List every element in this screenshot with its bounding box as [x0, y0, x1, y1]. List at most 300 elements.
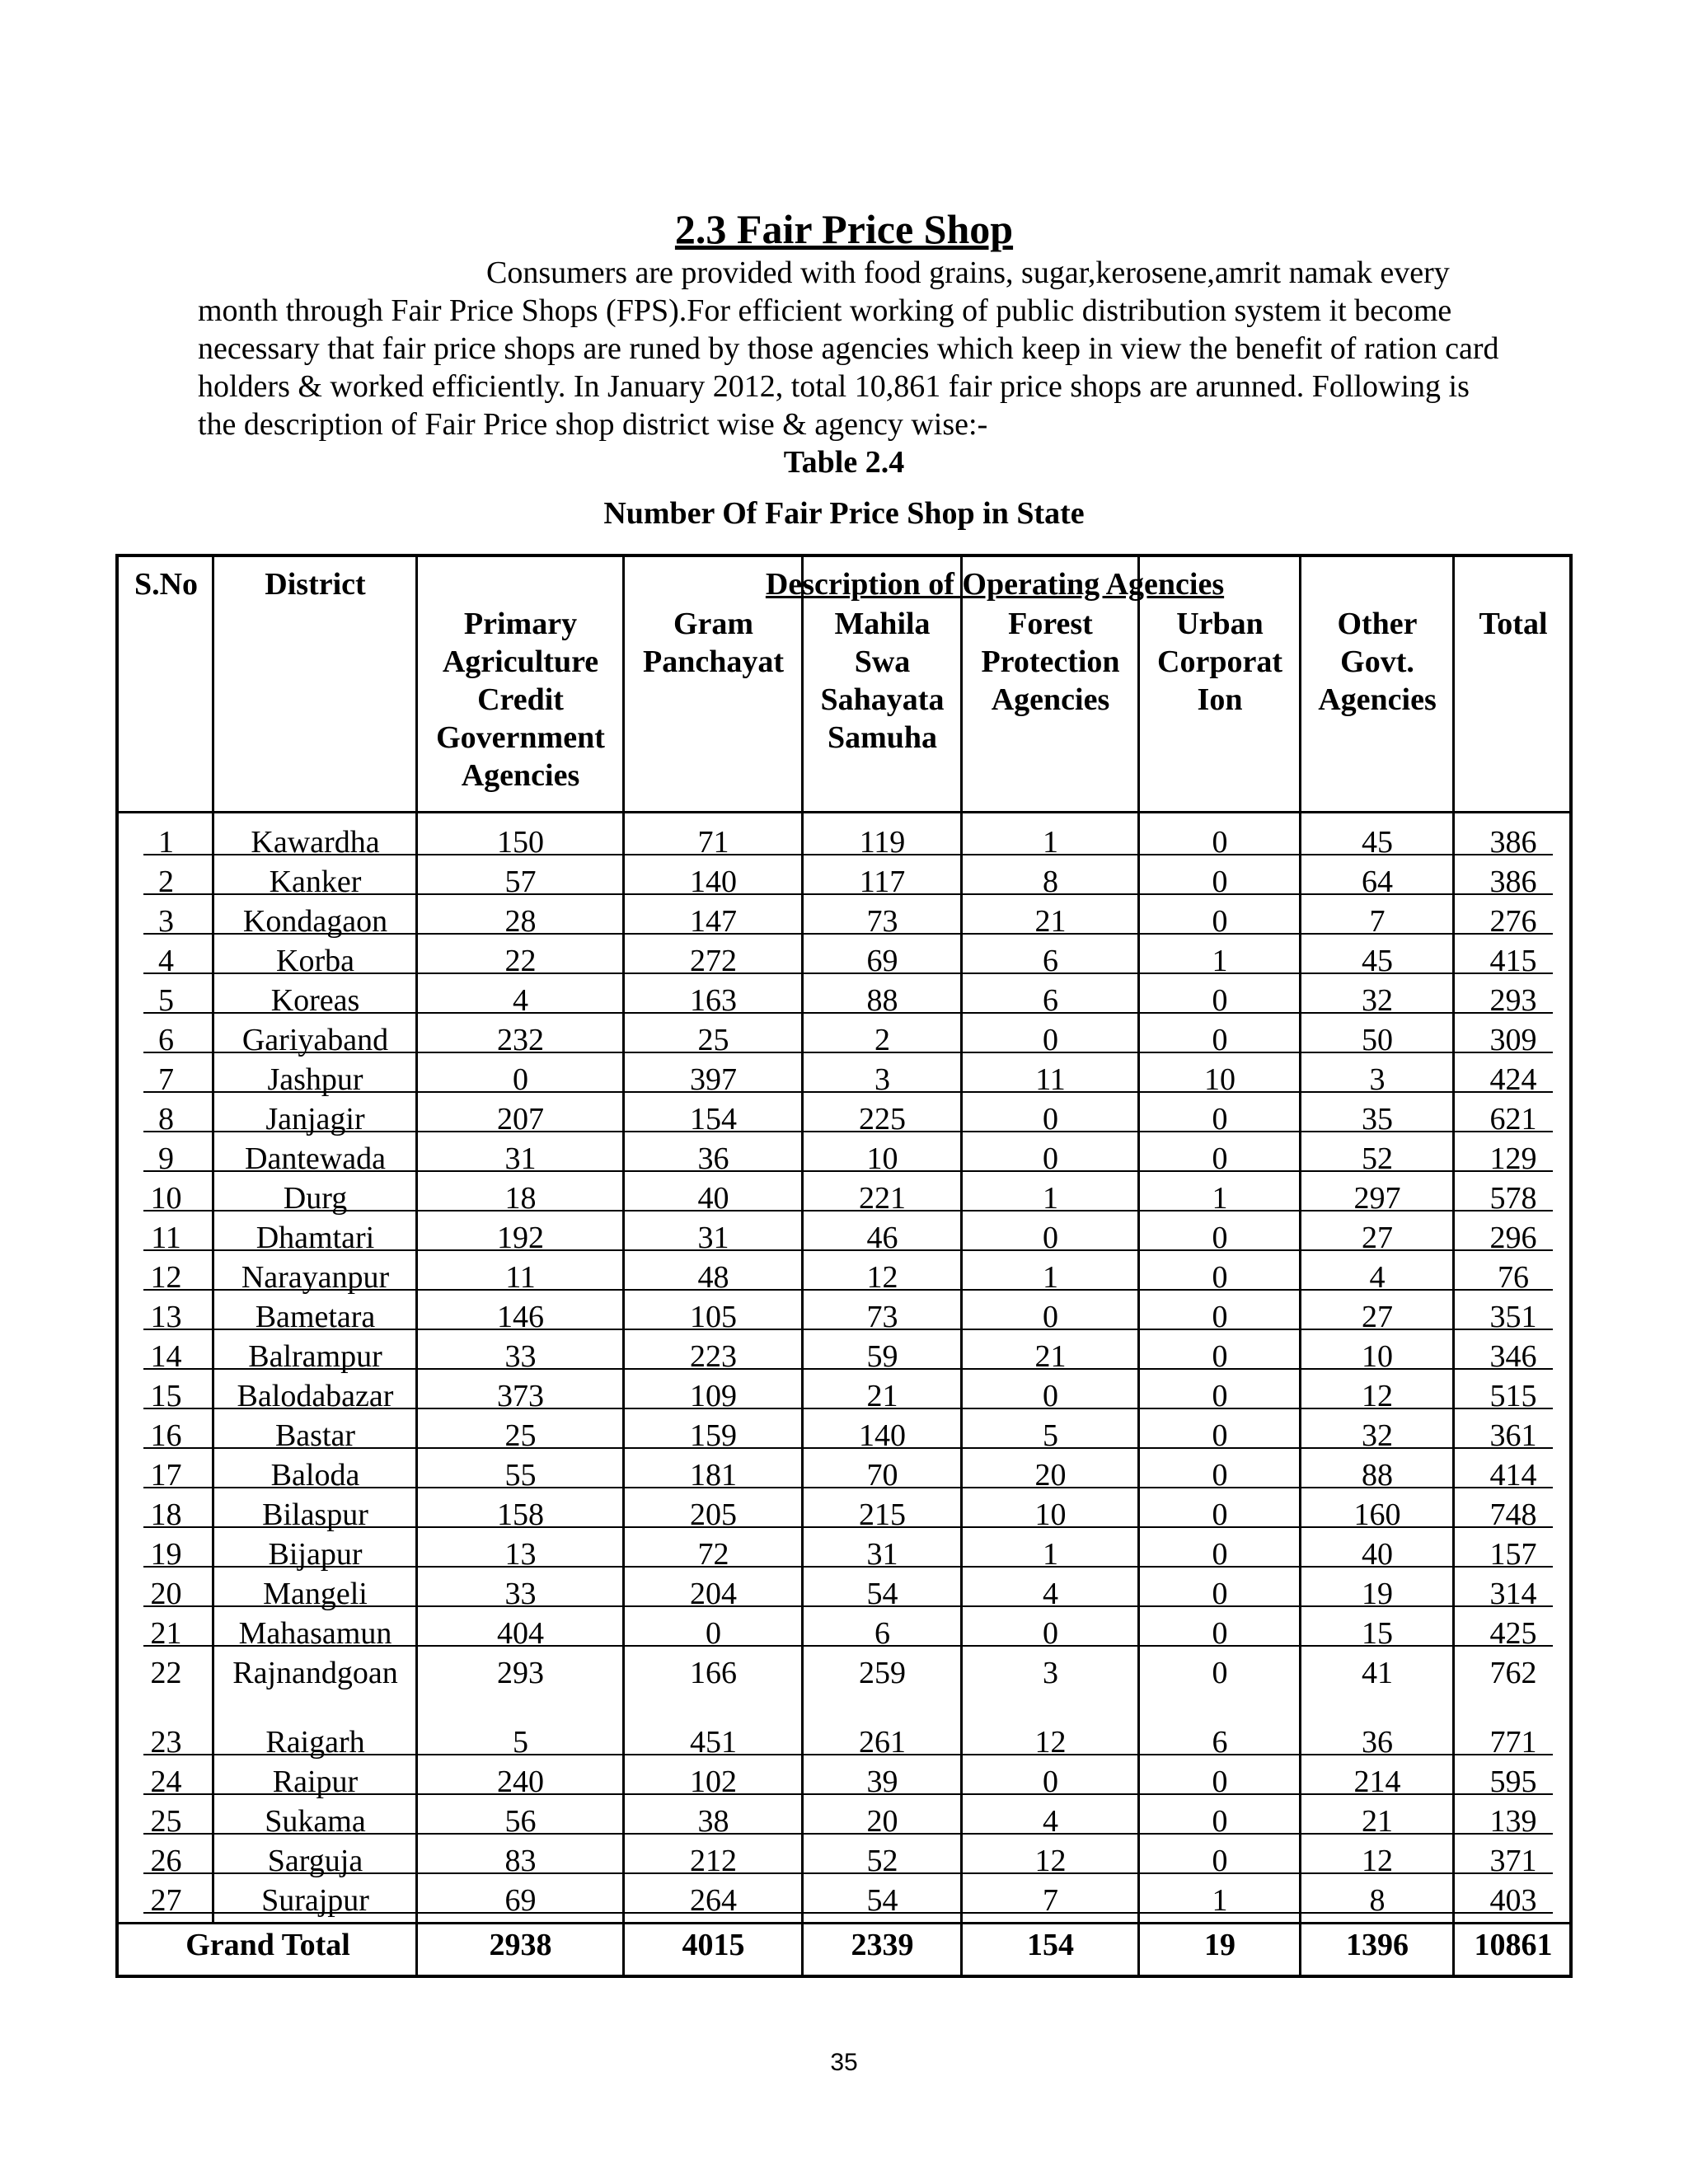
row-rule	[143, 1012, 1553, 1014]
table-cell: 21	[1034, 1339, 1067, 1374]
table-cell: 232	[497, 1023, 544, 1057]
table-cell: Bastar	[274, 1418, 356, 1453]
table-cell: 6	[874, 1616, 890, 1651]
table-cell: Baloda	[270, 1458, 360, 1493]
table-cell: 621	[1489, 1102, 1537, 1137]
table-cell: 140	[859, 1418, 906, 1453]
header-line: Sahayata	[820, 682, 945, 717]
header-gram-panchayat	[624, 605, 803, 681]
table-cell: 1	[1043, 825, 1058, 860]
table-cell: 27	[1362, 1300, 1393, 1334]
table-cell: 309	[1489, 1023, 1537, 1057]
table-cell: Bijapur	[268, 1537, 363, 1572]
table-cell: 1	[1043, 1181, 1058, 1216]
grand-total-value: 2339	[851, 1928, 914, 1962]
fair-price-shop-table	[115, 554, 1573, 1978]
table-cell: 5	[1043, 1418, 1058, 1453]
page-number: 35	[830, 2049, 858, 2076]
header-line: Agencies	[991, 682, 1110, 717]
header-line: Agencies	[461, 758, 580, 793]
table-cell: 19	[150, 1537, 182, 1572]
table-cell: 4	[1043, 1804, 1058, 1839]
table-cell: 150	[497, 825, 544, 860]
table-cell: 0	[1043, 1765, 1058, 1799]
table-cell: 386	[1489, 825, 1537, 860]
row-rule	[143, 1566, 1553, 1568]
header-line: Samuha	[827, 720, 938, 755]
table-cell: 578	[1489, 1181, 1537, 1216]
table-cell: 157	[1489, 1537, 1537, 1572]
table-cell: 160	[1353, 1497, 1401, 1532]
table-cell: 163	[690, 983, 737, 1018]
row-rule	[143, 1329, 1553, 1330]
table-cell: 276	[1489, 904, 1537, 939]
table-cell: 72	[697, 1537, 729, 1572]
table-cell: 52	[866, 1844, 898, 1878]
table-cell: Raigarh	[265, 1725, 365, 1760]
table-cell: 38	[697, 1804, 729, 1839]
table-cell: 23	[150, 1725, 182, 1760]
table-cell: 39	[866, 1765, 898, 1799]
row-rule	[143, 1368, 1553, 1370]
table-cell: 102	[690, 1765, 737, 1799]
table-cell: 1	[1043, 1260, 1058, 1295]
table-cell: 403	[1489, 1883, 1537, 1918]
table-cell: 88	[1362, 1458, 1393, 1493]
table-cell: 48	[697, 1260, 729, 1295]
header-line: Government	[436, 720, 605, 755]
table-cell: 0	[1043, 1379, 1058, 1413]
table-cell: Jashpur	[267, 1062, 363, 1097]
table-cell: 36	[697, 1141, 729, 1176]
table-cell: Surajpur	[261, 1883, 369, 1918]
table-cell: 0	[1212, 1379, 1228, 1413]
table-cell: 20	[150, 1577, 182, 1611]
table-cell: 5	[158, 983, 174, 1018]
grand-total-value: 2938	[489, 1928, 552, 1962]
table-cell: 10	[1204, 1062, 1236, 1097]
table-cell: 293	[497, 1656, 544, 1690]
header-line: Govt.	[1340, 644, 1414, 679]
table-cell: 0	[1212, 1300, 1228, 1334]
table-cell: 32	[1362, 983, 1393, 1018]
table-cell: 140	[690, 865, 737, 899]
row-rule	[143, 1605, 1553, 1607]
table-cell: 129	[1489, 1141, 1537, 1176]
table-cell: 4	[158, 944, 174, 978]
table-cell: 0	[1212, 1656, 1228, 1690]
table-cell: 33	[504, 1577, 537, 1611]
table-cell: 69	[504, 1883, 537, 1918]
table-cell: 371	[1489, 1844, 1537, 1878]
table-cell: 57	[504, 865, 537, 899]
row-rule	[143, 1131, 1553, 1132]
table-cell: 515	[1489, 1379, 1537, 1413]
header-other-govt	[1301, 605, 1454, 719]
header-line: Mahila	[834, 607, 931, 641]
table-cell: 6	[1212, 1725, 1228, 1760]
table-cell: 33	[504, 1339, 537, 1374]
table-cell: 119	[859, 825, 906, 860]
table-cell: 12	[1362, 1379, 1393, 1413]
table-cell: 11	[151, 1221, 181, 1255]
grand-total-value: 1396	[1346, 1928, 1409, 1962]
table-cell: 0	[706, 1616, 721, 1651]
table-cell: 11	[505, 1260, 536, 1295]
row-rule	[143, 1793, 1553, 1795]
table-cell: 40	[697, 1181, 729, 1216]
header-line: Agriculture	[442, 644, 599, 679]
table-cell: 12	[1034, 1844, 1067, 1878]
row-rule	[143, 1091, 1553, 1093]
table-cell: 386	[1489, 865, 1537, 899]
table-cell: 212	[690, 1844, 737, 1878]
table-cell: 272	[690, 944, 737, 978]
row-rule	[143, 1645, 1553, 1647]
row-rule	[143, 1912, 1553, 1914]
table-cell: Janjagir	[265, 1102, 365, 1137]
table-cell: Bametara	[255, 1300, 376, 1334]
table-cell: 22	[504, 944, 537, 978]
table-cell: 146	[497, 1300, 544, 1334]
table-cell: 351	[1489, 1300, 1537, 1334]
grand-total-value: 154	[1027, 1928, 1074, 1962]
table-cell: 10	[1034, 1497, 1067, 1532]
table-cell: 4	[513, 983, 528, 1018]
table-cell: 3	[874, 1062, 890, 1097]
table-cell: 21	[866, 1379, 898, 1413]
table-cell: 1	[1212, 1883, 1228, 1918]
header-line: Other	[1337, 607, 1418, 641]
table-cell: Korba	[276, 944, 354, 978]
table-cell: 71	[697, 825, 729, 860]
table-cell: 3	[1043, 1656, 1058, 1690]
table-cell: 214	[1353, 1765, 1401, 1799]
table-cell: 12	[1034, 1725, 1067, 1760]
table-cell: 13	[150, 1300, 182, 1334]
table-cell: 296	[1489, 1221, 1537, 1255]
table-cell: 1	[158, 825, 174, 860]
table-cell: 10	[150, 1181, 182, 1216]
table-number: Table 2.4	[783, 445, 905, 480]
table-cell: Dhamtari	[256, 1221, 375, 1255]
header-line: Protection	[981, 644, 1120, 679]
header-urban-corporation	[1139, 605, 1301, 719]
table-cell: 10	[866, 1141, 898, 1176]
table-cell: 17	[150, 1458, 182, 1493]
table-cell: 425	[1489, 1616, 1537, 1651]
table-cell: 13	[504, 1537, 537, 1572]
table-cell: 31	[697, 1221, 729, 1255]
table-cell: Koreas	[270, 983, 360, 1018]
table-cell: 26	[150, 1844, 182, 1878]
table-cell: Kanker	[269, 865, 362, 899]
table-cell: 748	[1489, 1497, 1537, 1532]
table-caption: Number Of Fair Price Shop in State	[603, 496, 1085, 531]
table-cell: 27	[1362, 1221, 1393, 1255]
row-rule	[143, 1487, 1553, 1488]
table-cell: Mangeli	[263, 1577, 368, 1611]
table-cell: 297	[1353, 1181, 1401, 1216]
row-rule	[143, 1754, 1553, 1755]
table-cell: 3	[158, 904, 174, 939]
table-cell: Sarguja	[267, 1844, 363, 1878]
table-cell: 45	[1362, 825, 1393, 860]
table-cell: 12	[1362, 1844, 1393, 1878]
table-cell: 25	[150, 1804, 182, 1839]
table-cell: 0	[1212, 1577, 1228, 1611]
table-cell: 25	[697, 1023, 729, 1057]
table-cell: 8	[158, 1102, 174, 1137]
table-cell: Raipur	[272, 1765, 359, 1799]
table-cell: 5	[513, 1725, 528, 1760]
grand-total-divider	[119, 1922, 1569, 1924]
grand-total-value: 10861	[1474, 1928, 1553, 1962]
header-divider	[119, 811, 1569, 813]
header-line: Ion	[1197, 682, 1243, 717]
table-cell: 0	[1043, 1221, 1058, 1255]
table-cell: 18	[504, 1181, 537, 1216]
row-rule	[143, 1526, 1553, 1528]
table-cell: 0	[513, 1062, 528, 1097]
header-mahila-swa	[803, 605, 962, 757]
table-cell: 21	[1034, 904, 1067, 939]
table-cell: 361	[1489, 1418, 1537, 1453]
table-cell: 424	[1489, 1062, 1537, 1097]
table-cell: 12	[866, 1260, 898, 1295]
table-cell: 2	[158, 865, 174, 899]
table-cell: 109	[690, 1379, 737, 1413]
table-cell: 8	[1369, 1883, 1386, 1918]
table-cell: 414	[1489, 1458, 1537, 1493]
intro-paragraph: Consumers are provided with food grains, sugar,kerosene,amrit namak every month through Fair Price Shops (FPS).For efficient working of public distribution system it become necessary that fair price shops are runed by those agencies which keep in view the benefit of ration card holders & worked efficiently. In January 2012, total 10,861 fair price shops are arunned. Following is the description of Fair Price shop district wise & agency wise:-	[198, 255, 1499, 442]
table-cell: 32	[1362, 1418, 1393, 1453]
table-cell: 261	[859, 1725, 906, 1760]
row-rule	[143, 1408, 1553, 1409]
table-cell: 6	[1043, 944, 1058, 978]
header-forest-protection	[962, 605, 1139, 719]
table-cell: 56	[504, 1804, 537, 1839]
table-cell: 88	[866, 983, 898, 1018]
table-cell: 0	[1212, 1537, 1228, 1572]
table-cell: 0	[1212, 1497, 1228, 1532]
header-line: Credit	[477, 682, 564, 717]
table-cell: 0	[1212, 1141, 1228, 1176]
row-rule	[143, 1170, 1553, 1172]
table-cell: 4	[1369, 1260, 1386, 1295]
table-cell: 28	[504, 904, 537, 939]
table-cell: 6	[1043, 983, 1058, 1018]
row-rule	[143, 1872, 1553, 1874]
table-cell: 0	[1212, 1339, 1228, 1374]
table-cell: 6	[158, 1023, 174, 1057]
table-cell: 215	[859, 1497, 906, 1532]
table-cell: Dantewada	[245, 1141, 386, 1176]
grand-total-value: 4015	[682, 1928, 745, 1962]
table-cell: 0	[1043, 1023, 1058, 1057]
table-cell: 40	[1362, 1537, 1393, 1572]
table-cell: 0	[1212, 1023, 1228, 1057]
header-sno: S.No	[134, 567, 199, 602]
table-cell: 8	[1043, 865, 1058, 899]
table-cell: 73	[866, 904, 898, 939]
table-cell: 0	[1212, 825, 1228, 860]
table-cell: 7	[158, 1062, 174, 1097]
table-cell: 27	[150, 1883, 182, 1918]
table-cell: 69	[866, 944, 898, 978]
table-cell: Mahasamun	[238, 1616, 392, 1651]
table-cell: 415	[1489, 944, 1537, 978]
table-cell: 41	[1362, 1656, 1393, 1690]
table-cell: 0	[1212, 865, 1228, 899]
table-cell: 0	[1212, 1418, 1228, 1453]
table-cell: 55	[504, 1458, 537, 1493]
header-line: Forest	[1008, 607, 1093, 641]
table-cell: Balodabazar	[237, 1379, 394, 1413]
table-cell: 64	[1362, 865, 1393, 899]
table-cell: 3	[1369, 1062, 1386, 1097]
table-cell: 147	[690, 904, 737, 939]
table-cell: 22	[150, 1656, 182, 1690]
table-cell: 20	[866, 1804, 898, 1839]
row-rule	[143, 972, 1553, 974]
header-line: Corporat	[1157, 644, 1282, 679]
table-cell: 181	[690, 1458, 737, 1493]
table-cell: 35	[1362, 1102, 1393, 1137]
table-cell: 31	[866, 1537, 898, 1572]
table-cell: 0	[1212, 1102, 1228, 1137]
table-cell: 59	[866, 1339, 898, 1374]
table-cell: 0	[1212, 904, 1228, 939]
table-cell: 0	[1043, 1300, 1058, 1334]
table-cell: 54	[866, 1577, 898, 1611]
table-cell: 76	[1498, 1260, 1529, 1295]
table-cell: 293	[1489, 983, 1537, 1018]
table-cell: Gariyaband	[241, 1023, 389, 1057]
header-line: Primary	[463, 607, 578, 641]
header-district: District	[265, 567, 366, 602]
table-cell: 204	[690, 1577, 737, 1611]
table-cell: 73	[866, 1300, 898, 1334]
table-cell: 0	[1212, 1765, 1228, 1799]
table-cell: 154	[690, 1102, 737, 1137]
table-cell: 397	[690, 1062, 737, 1097]
table-cell: 205	[690, 1497, 737, 1532]
table-cell: 15	[1362, 1616, 1393, 1651]
table-cell: 1	[1212, 1181, 1228, 1216]
row-rule	[143, 1833, 1553, 1835]
table-cell: 14	[150, 1339, 182, 1374]
table-cell: 52	[1362, 1141, 1393, 1176]
section-title: 2.3 Fair Price Shop	[674, 206, 1014, 252]
table-cell: 46	[866, 1221, 898, 1255]
table-cell: 117	[859, 865, 906, 899]
row-rule	[143, 1052, 1553, 1053]
table-cell: 223	[690, 1339, 737, 1374]
table-cell: 0	[1212, 1616, 1228, 1651]
row-rule	[143, 893, 1553, 895]
table-cell: 771	[1489, 1725, 1537, 1760]
row-rule	[143, 933, 1553, 935]
table-cell: Narayanpur	[241, 1260, 390, 1295]
table-cell: 105	[690, 1300, 737, 1334]
row-rule	[143, 1289, 1553, 1291]
table-cell: 159	[690, 1418, 737, 1453]
table-cell: 16	[150, 1418, 182, 1453]
table-cell: 25	[504, 1418, 537, 1453]
table-cell: 70	[866, 1458, 898, 1493]
table-cell: 166	[690, 1656, 737, 1690]
table-cell: 21	[150, 1616, 182, 1651]
table-cell: 1	[1212, 944, 1228, 978]
header-line: Swa	[854, 644, 911, 679]
table-cell: 0	[1043, 1102, 1058, 1137]
table-cell: 83	[504, 1844, 537, 1878]
row-rule	[143, 854, 1553, 855]
table-cell: 1	[1043, 1537, 1058, 1572]
header-line: Panchayat	[643, 644, 784, 679]
table-cell: 451	[690, 1725, 737, 1760]
table-cell: 10	[1362, 1339, 1393, 1374]
table-cell: 0	[1043, 1141, 1058, 1176]
table-cell: 0	[1212, 1804, 1228, 1839]
header-line: Agencies	[1318, 682, 1437, 717]
header-primary-agriculture	[417, 605, 624, 794]
table-cell: 240	[497, 1765, 544, 1799]
table-cell: 50	[1362, 1023, 1393, 1057]
table-cell: 158	[497, 1497, 544, 1532]
table-cell: 762	[1489, 1656, 1537, 1690]
grand-total-label: Grand Total	[185, 1928, 350, 1962]
table-cell: Kawardha	[251, 825, 380, 860]
table-cell: 0	[1212, 1458, 1228, 1493]
row-rule	[143, 1447, 1553, 1449]
header-group: Description of Operating Agencies	[765, 567, 1225, 602]
table-cell: 0	[1212, 1844, 1228, 1878]
table-cell: 20	[1034, 1458, 1067, 1493]
table-cell: 0	[1212, 1260, 1228, 1295]
header-line: Urban	[1176, 607, 1264, 641]
table-cell: 18	[150, 1497, 182, 1532]
table-cell: 139	[1489, 1804, 1537, 1839]
table-cell: 4	[1043, 1577, 1058, 1611]
table-cell: Bilaspur	[262, 1497, 368, 1532]
row-rule	[143, 1210, 1553, 1212]
table-cell: 0	[1043, 1616, 1058, 1651]
table-cell: 21	[1362, 1804, 1393, 1839]
table-cell: 31	[504, 1141, 537, 1176]
table-cell: 192	[497, 1221, 544, 1255]
table-cell: 404	[497, 1616, 544, 1651]
table-cell: 7	[1043, 1883, 1058, 1918]
table-cell: 36	[1362, 1725, 1393, 1760]
table-cell: 15	[150, 1379, 182, 1413]
table-cell: Balrampur	[248, 1339, 382, 1374]
table-cell: 259	[859, 1656, 906, 1690]
table-cell: 45	[1362, 944, 1393, 978]
table-cell: 11	[1035, 1062, 1066, 1097]
row-rule	[143, 1249, 1553, 1251]
table-cell: 0	[1212, 983, 1228, 1018]
table-cell: Sukama	[265, 1804, 366, 1839]
header-line: Total	[1479, 607, 1548, 641]
header-line: Gram	[673, 607, 754, 641]
table-cell: 12	[150, 1260, 182, 1295]
header-total	[1454, 605, 1573, 643]
table-cell: 346	[1489, 1339, 1537, 1374]
table-cell: 2	[874, 1023, 890, 1057]
table-cell: Kondagaon	[242, 904, 388, 939]
